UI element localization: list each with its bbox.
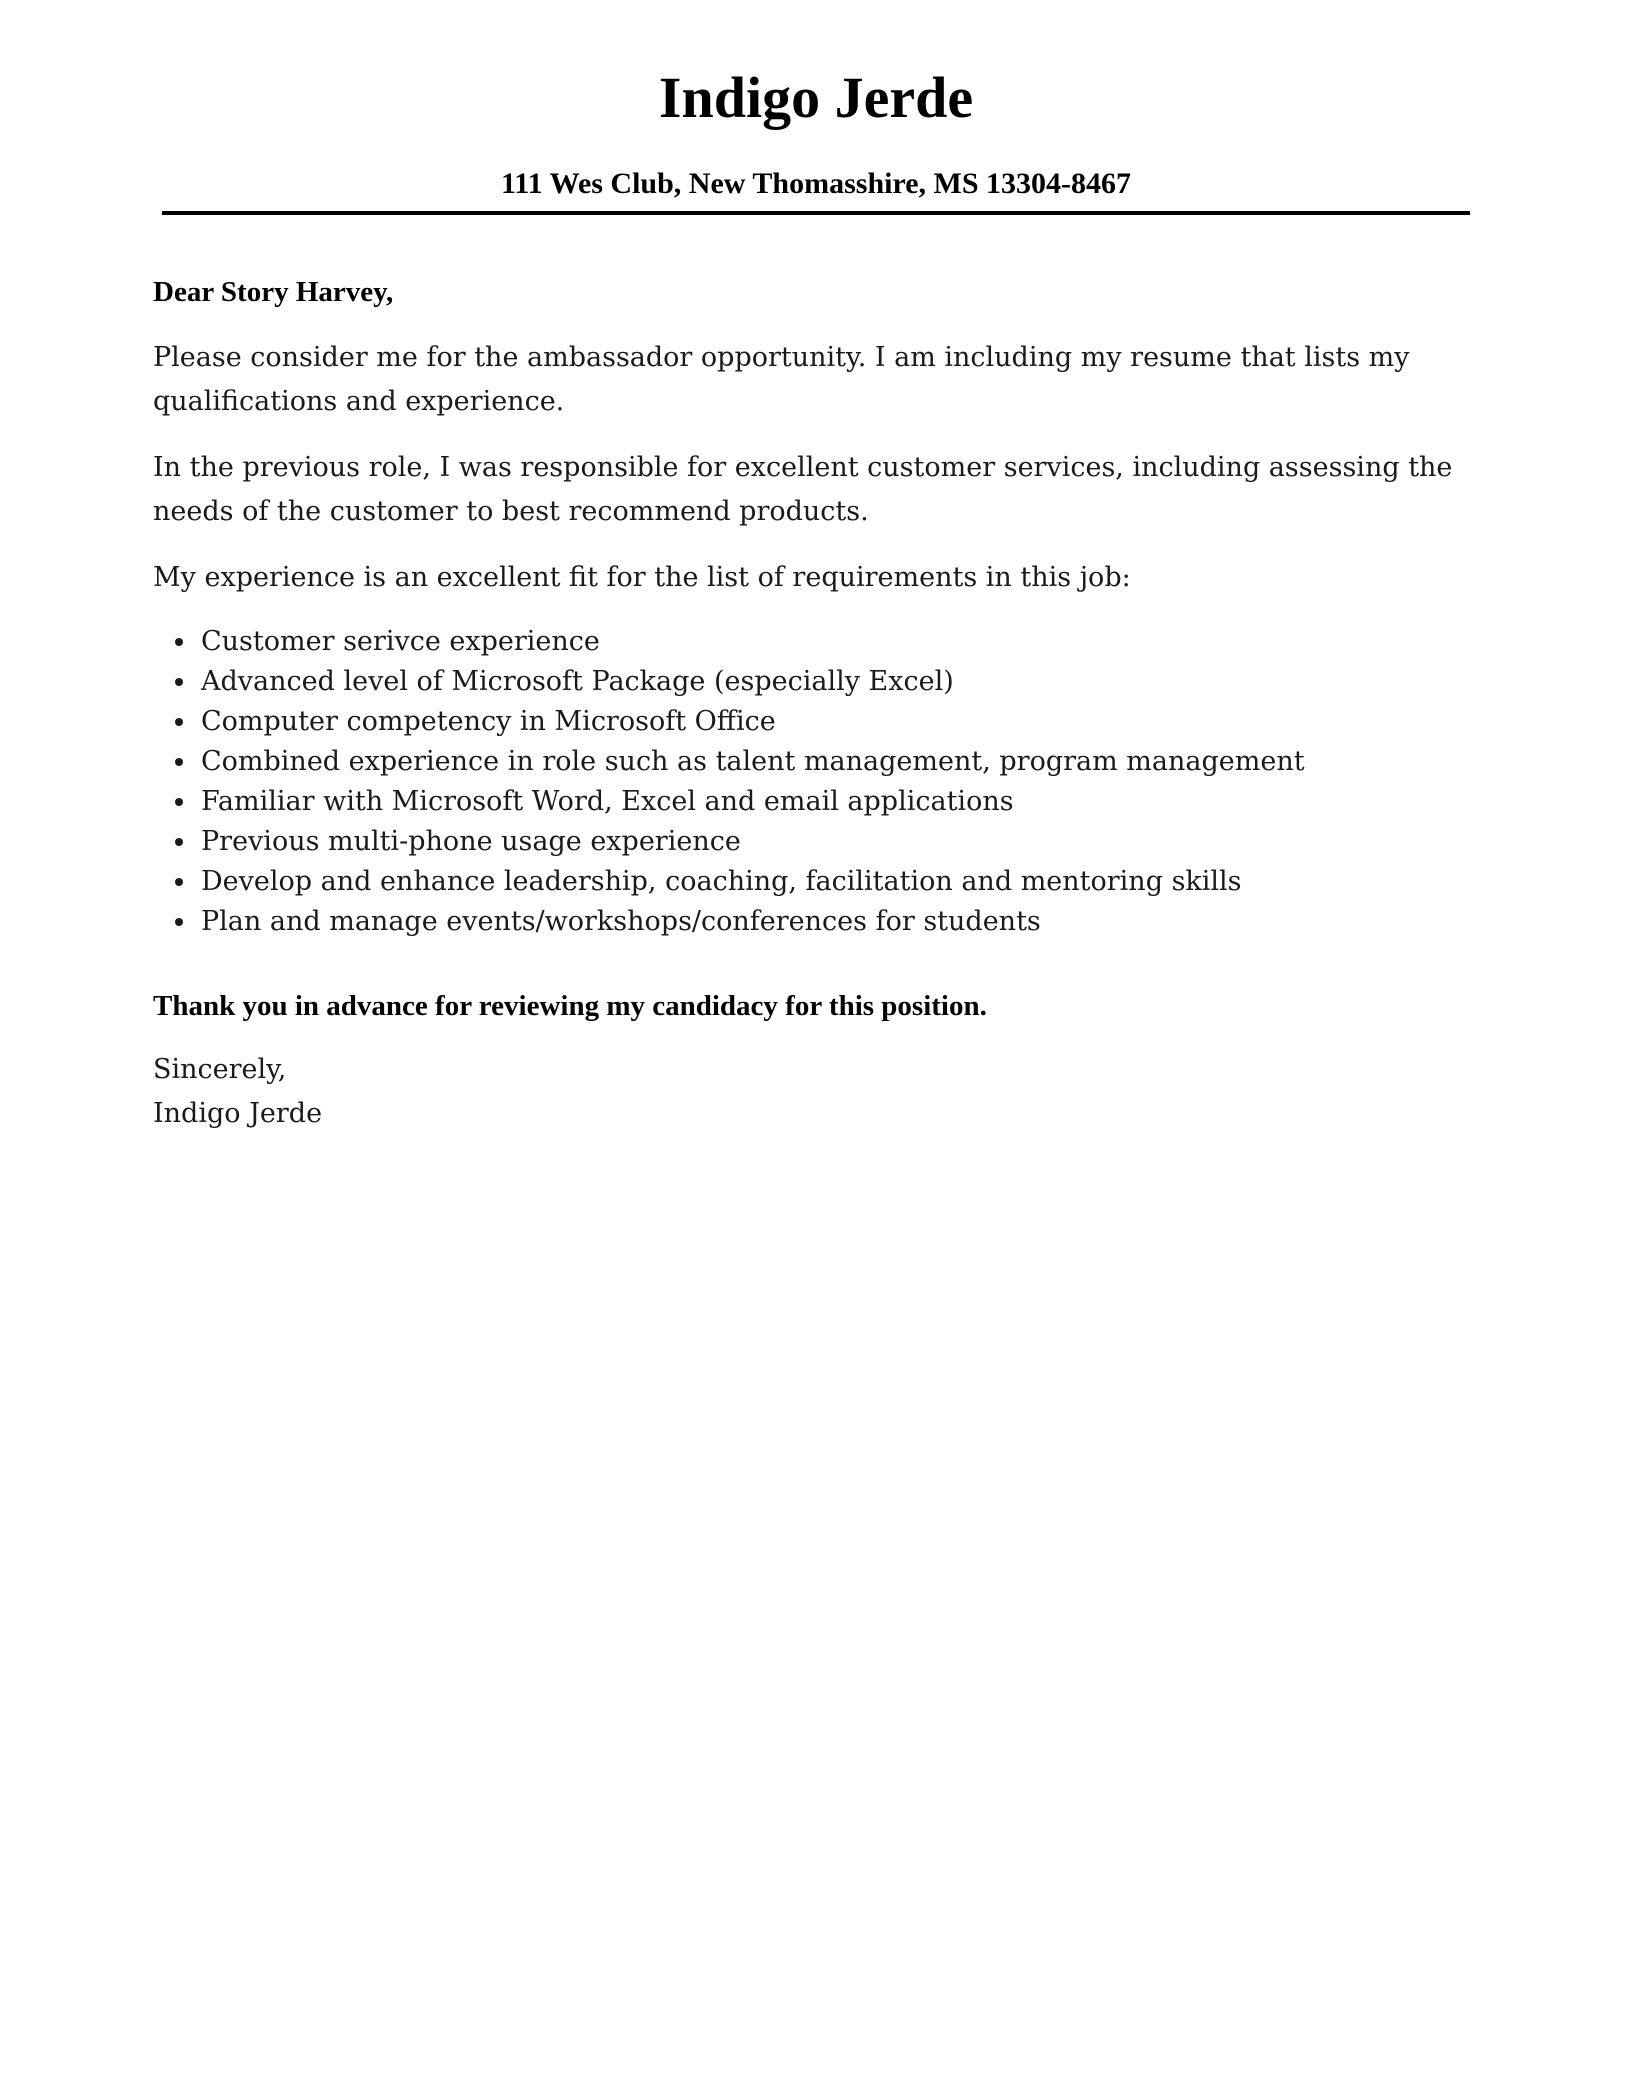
list-item-text: Familiar with Microsoft Word, Excel and email applications <box>201 786 1014 817</box>
list-item <box>153 822 1453 862</box>
bullet-icon <box>175 678 183 686</box>
list-item-text: Develop and enhance leadership, coaching, facilitation and mentoring skills <box>201 866 1242 897</box>
letter-body <box>153 270 1453 1136</box>
list-item-text: Advanced level of Microsoft Package (especially Excel) <box>201 666 954 697</box>
list-item <box>153 622 1453 662</box>
bullet-icon <box>175 758 183 766</box>
list-item <box>153 742 1453 782</box>
list-item-text: Computer competency in Microsoft Office <box>201 706 776 737</box>
intro-paragraph: Please consider me for the ambassador opportunity. I am including my resume that lists my qualifications and experience. <box>153 342 1410 417</box>
bullet-icon <box>175 838 183 846</box>
thank-you-line: Thank you in advance for reviewing my candidacy for this position. <box>153 990 987 1022</box>
signature-name: Indigo Jerde <box>153 1098 323 1129</box>
list-item <box>153 702 1453 742</box>
list-item-text: Combined experience in role such as talent management, program management <box>201 746 1305 777</box>
list-item <box>153 662 1453 702</box>
closing: Sincerely, <box>153 1054 287 1085</box>
list-item <box>153 782 1453 822</box>
list-item-text: Plan and manage events/workshops/conferences for students <box>201 906 1041 937</box>
list-item <box>153 862 1453 902</box>
bullet-icon <box>175 798 183 806</box>
header-divider <box>162 211 1470 215</box>
requirements-intro-paragraph: My experience is an excellent fit for the list of requirements in this job: <box>153 562 1131 593</box>
bullet-icon <box>175 918 183 926</box>
requirements-list <box>153 622 1453 942</box>
applicant-name: Indigo Jerde <box>658 65 974 130</box>
bullet-icon <box>175 638 183 646</box>
applicant-address: 111 Wes Club, New Thomasshire, MS 13304-8467 <box>500 167 1132 200</box>
previous-role-paragraph: In the previous role, I was responsible for excellent customer services, including assessing the needs of the customer to best recommend products. <box>153 452 1453 527</box>
list-item <box>153 902 1453 942</box>
list-item-text: Previous multi-phone usage experience <box>201 826 741 857</box>
bullet-icon <box>175 718 183 726</box>
list-item-text: Customer serivce experience <box>201 626 600 657</box>
bullet-icon <box>175 878 183 886</box>
salutation: Dear Story Harvey, <box>153 276 394 308</box>
